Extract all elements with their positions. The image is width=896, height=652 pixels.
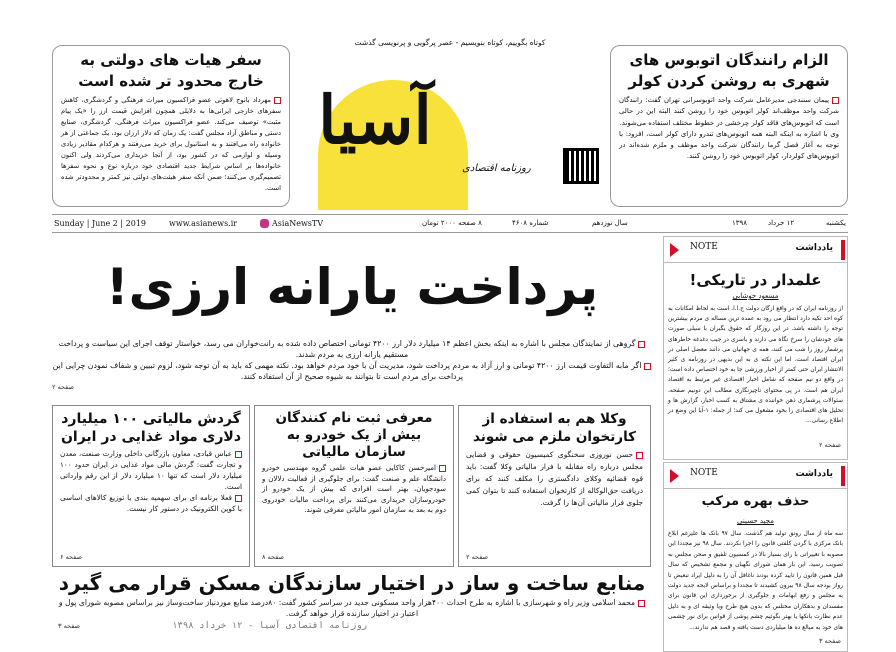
note-label-en: NOTE: [690, 242, 718, 252]
watermark: روزنامه اقتصادی آسیا - ۱۲ خرداد ۱۳۹۸: [172, 621, 368, 631]
lead-body: [52, 338, 652, 392]
note-author: مجید حسینی: [737, 517, 774, 525]
bullet-icon: [235, 451, 242, 458]
bottom-headline: منابع ساخت و ساز در اختیار سازندگان مسکن قرار می گیرد: [58, 571, 646, 595]
story-text: مهرداد بانوج لاهوتی عضو فراکسیون میراث فرهنگی و گردشگری، کاهش سفرهای خارجی ایرانی‌ها به دلایلی همچون افزایش قیمت ارز را «یک پیام مثبت» توصیف می‌کند. عضو فراکسیون میراث فرهنگی، گردشگری، صنایع دستی و مناطق آزاد مجلس گفت: یک زمان که دلار ارزان بود، یک جماعتی از هر خانواده راه می‌افتند و به استانبول برای خرید می‌رفتند و هرکدام مقادیر زیادی وسیله و لوازمی که در کشور بود، از آنجا خریداری می‌کردند ولی اکنون خانواده‌ها بر اساس شرایط جدید اقتصادی خود درباره نوع و نحوه سفرها تصمیم‌گیری می‌کنند؛ ضمن آنکه سفر هیئت‌های دولتی نیز کمتر و محدودتر شده است.: [61, 96, 281, 192]
story-title: سفر هیات های دولتی به خارج محدود تر شده است: [78, 51, 264, 90]
triangle-icon: [670, 243, 679, 257]
newspaper-logo: [300, 60, 450, 180]
issue-number: شماره ۴۶۰۸: [512, 219, 549, 227]
instagram-handle[interactable]: AsiaNewsTV: [272, 219, 324, 228]
english-date: Sunday | June 2 | 2019: [54, 219, 146, 228]
story-body: [60, 448, 242, 514]
bullet-icon: [439, 465, 446, 472]
volume-year: سال نوزدهم: [592, 219, 628, 227]
bullet-icon: [638, 600, 645, 607]
story-title: گردش مالیاتی ۱۰۰ میلیارد دلاری مواد غذایی در ایران: [60, 411, 242, 445]
bullet-icon: [235, 495, 242, 502]
story-text: محمد اسلامی وزیر راه و شهرسازی با اشاره به طرح احداث ۴۰۰هزار واحد مسکونی جدید در سراسر کشور گفت: ۸۰درصد منابع موردنیاز ساخت‌وساز نیز براساس مصوبه شورای پول و اعتبار در اختیار سازنده قرار خواهد گرفت.: [58, 598, 636, 618]
bottom-footer: [52, 620, 652, 632]
note-title: حذف بهره مرکب: [701, 494, 810, 509]
story-box-cars-tax: [254, 405, 454, 567]
note-column-2: [663, 462, 848, 652]
note-column-1: [663, 236, 848, 460]
note-body: از روزنامه ایران که در واقع ارگان دولت ج.ا.ا. است به لحاظ امکانات به کوه احد تکیه دارد انتظار می رود به عمده ترین مساله ی مردم بیشترین توجه را داشته باشد. در این روزگار که حقوق بگیران با سیلی صورت های خودشان را سرخ نگاه می دارند و باسری در جیب دغدغه خاطرهای پرشمار روز را شب می کنند، همه ی جهانیان می دانند معضل اصلی در ایران اقتصاد است. اما این نکته ی به این بدیهی در روزنامه ی کثیر الانتشار ایران حتی کمتر از اخبار ورزشی جا به خود اختصاص داده است؛ در واقع دو نیم صفحه که شامل اخبار اقتصادی غیر مرتبط به اقتصاد ایران هم است. در پی محتوای ناچیزنگاری مطالب این دونیم صفحه، سئوالات پرشماری ذهن خواننده ی مشتاق به کسب اخبار، گزارش ها و تحلیل های اقتصادی را بخود مشغول می کند؛ از جمله: ۱-آیا این وضع در اطلاع رسانی...: [668, 306, 843, 425]
bullet-icon: [832, 97, 839, 104]
note-header: [664, 463, 847, 489]
story-box-bus-cooler: [610, 45, 848, 207]
website-link[interactable]: www.asianews.ir: [169, 219, 238, 228]
masthead-slogan: کوتاه بگوییم، کوتاه بنویسیم - عصر پرگویی و پرنویسی گذشت: [354, 38, 546, 47]
persian-year: ۱۳۹۸: [732, 219, 748, 227]
pages-price: ۸ صفحه ۲۰۰۰ تومان: [422, 219, 482, 227]
red-bar: [841, 466, 845, 486]
story-body: [466, 449, 643, 509]
story-title: معرفی ثبت نام کنندگان بیش از یک خودرو به سازمان مالیاتی: [275, 410, 433, 460]
page-ref: صفحه ۲: [52, 383, 75, 391]
story-box-food-turnover: [52, 405, 250, 567]
qr-code-icon: [563, 148, 599, 184]
note-header: [664, 237, 847, 263]
lead-text: گروهی از نمایندگان مجلس با اشاره به اینکه بخش اعظم ۱۴ میلیارد دلار ارز ۴۲۰۰ تومانی اختصاص داده شده به رانت‌خواران می رسد، خواستار توقف اجرای این سیاست و پرداخت مستقیم یارانه ارزی به مردم شدند.: [58, 339, 636, 359]
red-bar: [841, 240, 845, 260]
bullet-icon: [274, 97, 281, 104]
note-title: علمدار در تاریکی!: [689, 271, 822, 289]
bullet-icon: [636, 452, 643, 459]
story-text: امیرحسن کاکایی عضو هیات علمی گروه مهندسی خودرو دانشگاه علم و صنعت گفت: برای جلوگیری از فعالیت دلالان و سودجویان، بهتر است افرادی که بیش از یک خودرو از خودروسازان خریداری می‌کنند برای پرداخت مالیات خودروی دوم به بعد به سازمان امور مالیاتی معرفی شوند.: [262, 464, 446, 515]
dateline-bar: [52, 214, 848, 233]
page-ref: صفحه ۲: [818, 440, 841, 449]
story-title: الزام رانندگان اتوبوس های شهری به روشن کردن کولر: [628, 51, 830, 90]
story-body: [61, 95, 281, 194]
bottom-story: [52, 569, 652, 632]
bullet-icon: [644, 363, 651, 370]
instagram-icon: [260, 219, 269, 228]
triangle-icon: [670, 469, 679, 483]
story-box-lawyers: [458, 405, 651, 567]
page-ref: صفحه ۳: [818, 637, 841, 645]
note-label-en: NOTE: [690, 468, 718, 478]
story-box-state-delegations: [52, 45, 290, 207]
bullet-icon: [638, 341, 645, 348]
logo-subtitle: روزنامه اقتصادی: [462, 163, 531, 174]
note-body: سه ماه از سال رونق تولید هم گذشت. سال ۹۷ بانک ها علیرغم ابلاغ بانک مرکزی با گردن کلفتی قانون را اجرا نکردند. سال ۹۸ نیز مجددا این مصوبه با تغییراتی با رای بسیار بالا در کمسیون تلفیق و صحن مجلس به تصویب رسید. این بار همان شورای نگهبان و مجمع تشخیص که سال قبل همین قانون را تایید کرده بودند ناغافل آن را به دلیل ایراد تبعیض تا رواز بودجه سال ۹۸ بیرون کشیدند تا مجددا و براساس لایحه جدید دولت به مجلس و رفع ابهامات و جلوگیری از برخورداری این قانون برای مفسدان و بدهکاران مختلس که بدون هیچ طرح ویا وثیقه ای و به دلیل عدم نظارت بانکها یا بهتر بگوئیم چشم پوشی از قوانین برای نور چشمی های خود به مبالغ ده ها میلیاردی دست یافته و قصد هم ندارند...: [668, 531, 844, 631]
page-ref: صفحه ۶: [60, 553, 83, 561]
lead-headline: پرداخت یارانه ارزی!: [105, 258, 599, 316]
story-text: عباس قبادی، معاون بازرگانی داخلی وزارت صنعت، معدن و تجارت گفت: گردش مالی مواد غذایی در ایران حدود ۱۰۰ میلیارد دلار است که تنها ۱۰ میلیارد دلار از این رقم وارداتی است.: [60, 449, 242, 491]
note-label: یادداشت: [795, 243, 833, 253]
story-body: [262, 463, 446, 516]
story-text: فعلا برنامه ای برای سهمیه بندی یا توزیع کالاهای اساسی با کوپن الکترونیک در دستور کار نیست.: [60, 493, 242, 513]
logo-text: آسیا: [318, 81, 432, 159]
page-ref: صفحه ۸: [262, 553, 285, 561]
story-text: پیمان سنندجی مدیرعامل شرکت واحد اتوبوسرانی تهران گفت: رانندگان شرکت واحد موظف‌اند کولر اتوبوس خود را روشن کنند البته این در حالی است که اتوبوس‌های فاقد کولر چرخشی در خطوط مختلف استفاده می‌شوند.: [619, 96, 839, 127]
note-label: یادداشت: [795, 469, 833, 479]
page-ref: صفحه ۳: [58, 622, 81, 630]
story-body: [619, 95, 839, 163]
persian-date: ۱۲ خرداد: [768, 219, 795, 227]
bottom-body: [52, 597, 652, 619]
page-ref: صفحه ۲: [466, 553, 489, 561]
story-title: وکلا هم به استفاده از کارتخوان ملزم می شوند: [473, 411, 636, 445]
weekday: یکشنبه: [825, 219, 846, 227]
note-author: مسعود خوشابی: [732, 292, 779, 300]
story-text: حسن نوروزی سخنگوی کمیسیون حقوقی و قضایی مجلس درباره راه مقابله با فرار مالیاتی وکلا گفت: باید قوه قضائیه وکلای دادگستری را مکلف کنند که برای دریافت حق‌الوکاله از کارتخوان استفاده کنند تا بتوان کمی جلوی فرار مالیاتی آن‌ها را گرفت.: [466, 450, 643, 507]
story-text: وی با اشاره به اینکه البته همه اتوبوس‌های تندرو دارای کولر است، افزود: با توجه به آغاز فصل گرما رانندگان شرکت واحد موظف و ملزم شده‌اند در اتوبوس‌های کولردار، کولر اتوبوس خود را روشن کنند.: [619, 129, 839, 161]
lead-text: اگر مابه التفاوت قیمت ارز ۴۲۰۰ تومانی و ارز آزاد به مردم پرداخت شود، مدیریت آن با خود مردم خواهد بود. نکته مهمی که باید به آن توجه شود، لزوم تبیین و شفاف نمودن چرایی این پرداخت برای مردم است تا بتوانند به شیوه صحیح از آن استفاده کنند.: [52, 361, 642, 381]
